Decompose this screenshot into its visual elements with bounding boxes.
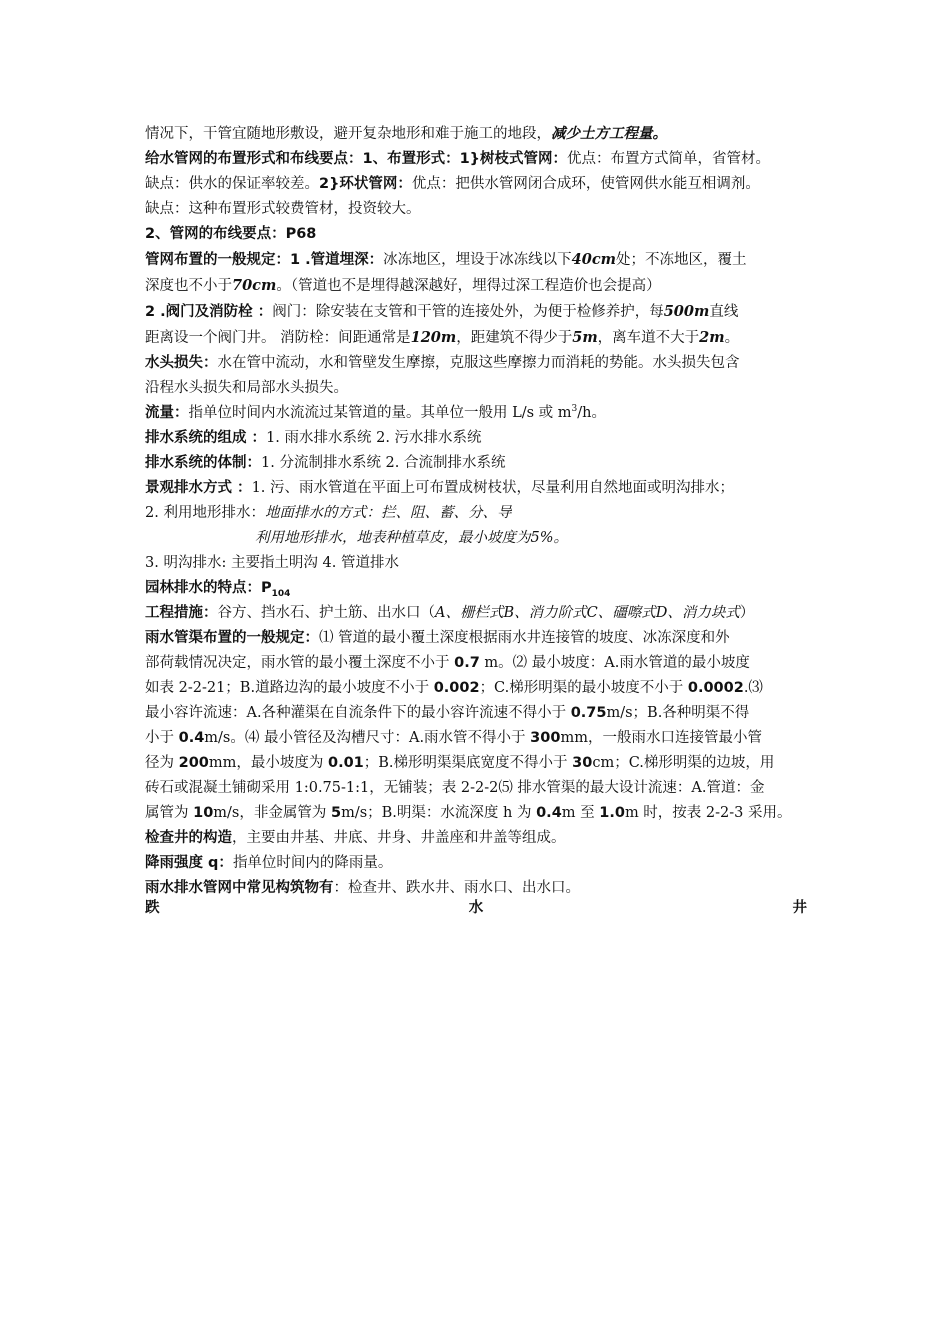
text-line — [145, 172, 807, 197]
text-run: 0.7 — [454, 655, 480, 671]
text-run: 排水系统的组成 ： — [145, 430, 267, 446]
text-line — [145, 501, 807, 526]
text-run: 阀门：除安装在支管和干管的连接处外，为便于检修养护，每 — [272, 304, 664, 320]
text-run: ：检查井、跌水井、雨水口、出水口。 — [333, 880, 580, 896]
text-run: 距离设一个阀门井。 消防栓：间距通常是 — [145, 330, 411, 346]
text-run: 500m — [663, 303, 710, 320]
text-run: 小于 — [145, 730, 179, 746]
text-run: 最小容许流速：A.各种灌渠在自流条件下的最小容许流速不得小于 — [145, 705, 571, 721]
text-line — [145, 325, 807, 351]
text-run: 指单位时间内的降雨量。 — [232, 855, 393, 871]
text-run: 30 — [572, 755, 593, 771]
text-run: 处；不冻地区，覆土 — [616, 252, 747, 268]
document-body — [145, 121, 807, 901]
text-run: 如表 2-2-21；B.道路边沟的最小坡度不小于 — [145, 680, 434, 696]
text-run: 排水系统的体制： — [145, 455, 261, 471]
text-run: 检查井的构造 — [145, 830, 232, 846]
text-line — [145, 676, 807, 701]
document-last-line-wrap — [145, 896, 807, 921]
text-run: A、栅栏式B、消力阶式C、礓嚓式D、消力块式 — [435, 605, 740, 621]
text-line — [145, 222, 807, 247]
text-run: 优点：把供水管网闭合成环，使管网供水能互相调剂。 — [411, 176, 760, 192]
text-run: 5m — [572, 329, 598, 346]
text-run: 1. 分流制排水系统 2. 合流制排水系统 — [261, 455, 506, 471]
text-line — [145, 376, 807, 401]
text-run: ⑴ 管道的最小覆土深度根据雨水井连接管的坡度、冰冻深度和外 — [319, 630, 730, 646]
text-run: 缺点：这种布置形式较费管材，投资较大。 — [145, 201, 421, 217]
text-run: 深度也不小于 — [145, 278, 232, 294]
text-line — [145, 751, 807, 776]
text-run: 径为 — [145, 755, 179, 771]
text-line — [145, 299, 807, 325]
text-line — [145, 551, 807, 576]
text-line — [145, 701, 807, 726]
text-run: 沿程水头损失和局部水头损失。 — [145, 380, 348, 396]
text-run: 0.002 — [433, 680, 480, 696]
text-run: 70cm — [232, 277, 277, 294]
text-run: 属管为 — [145, 805, 194, 821]
last-line-char-2: 水 — [468, 900, 484, 916]
text-run: 缺点：供水的保证率较差。 — [145, 176, 319, 192]
text-run: 园林排水的特点：P — [145, 580, 272, 596]
text-line — [145, 726, 807, 751]
text-line — [145, 776, 807, 801]
text-run: 利用地形排水，地表种植草皮，最小坡度为5%。 — [255, 530, 569, 546]
text-run: 5 — [330, 805, 342, 821]
text-run: ；C.梯形明渠的最小坡度不小于 — [479, 680, 688, 696]
text-run: 2m — [699, 329, 725, 346]
text-run: 0.4 — [178, 730, 205, 746]
text-line — [145, 476, 807, 501]
text-run: 2 .阀门及消防栓 ： — [145, 304, 273, 320]
text-run: cm；C.梯形明渠的边坡，用 — [592, 755, 775, 771]
text-run: 指单位时间内水流流过某管道的量。其单位一般用 L/s 或 m — [188, 405, 572, 421]
text-line — [145, 273, 807, 299]
last-line-char-1: 跌 — [145, 900, 160, 916]
text-line — [145, 826, 807, 851]
last-line-char-3: 井 — [792, 900, 807, 916]
text-run: 2}环状管网： — [319, 176, 412, 192]
text-run: 雨水排水管网中常见构筑物有 — [145, 880, 334, 896]
text-run: 300 — [530, 730, 561, 746]
text-run: 冰冻地区，埋设于冰冻线以下 — [383, 252, 572, 268]
text-run: mm，最小坡度为 — [208, 755, 328, 771]
text-run: 0.4 — [536, 805, 562, 821]
text-run: 地面排水的方式：拦、阻、蓄、分、导 — [264, 505, 512, 521]
text-line — [145, 121, 807, 147]
text-run: 200 — [178, 755, 209, 771]
text-run: 104 — [271, 588, 291, 599]
text-run: 1. 雨水排水系统 2. 污水排水系统 — [266, 430, 482, 446]
text-run: m 至 — [561, 805, 600, 821]
text-run: 40cm — [571, 251, 617, 268]
text-run: 2、管网的布线要点：P68 — [145, 226, 317, 242]
text-line — [145, 601, 807, 626]
text-line — [145, 451, 807, 476]
text-run: 雨水管渠布置的一般规定： — [145, 630, 319, 646]
text-run: 工程措施： — [145, 605, 218, 621]
text-run: m。⑵ 最小坡度：A.雨水管道的最小坡度 — [479, 655, 750, 671]
text-run: 0.01 — [328, 755, 364, 771]
text-line — [145, 401, 807, 426]
text-run: .⑶ — [743, 680, 763, 696]
text-run: m/s；B.明渠：水流深度 h 为 — [341, 805, 537, 821]
text-run: 情况下，干管宜随地形敷设，避开复杂地形和难于施工的地段， — [145, 126, 551, 142]
text-run: 优点：布置方式简单，省管材。 — [567, 151, 770, 167]
text-run: ，离车道不大于 — [597, 330, 700, 346]
document-last-line — [145, 896, 807, 921]
text-run: 。 — [724, 330, 740, 346]
text-run: 减少土方工程量。 — [551, 125, 667, 142]
text-run: m/s。⑷ 最小管径及沟槽尺寸：A.雨水管不得小于 — [204, 730, 531, 746]
text-line — [145, 851, 807, 876]
text-run: 水在管中流动，水和管壁发生摩擦，克服这些摩擦力而消耗的势能。水头损失包含 — [217, 355, 740, 371]
text-run: m/s；B.各种明渠不得 — [606, 705, 750, 721]
text-line — [145, 197, 807, 222]
text-line — [145, 426, 807, 451]
text-line — [145, 576, 807, 601]
text-run: 1.0 — [599, 805, 625, 821]
text-run: m/s，非金属管为 — [213, 805, 331, 821]
text-run: 0.0002 — [687, 680, 744, 696]
text-run: ，主要由井基、井底、井身、井盖座和井盖等组成。 — [232, 830, 566, 846]
text-run: 2. 利用地形排水： — [145, 505, 265, 521]
text-run: 谷方、挡水石、护土筋、出水口（ — [217, 605, 435, 621]
text-run: 3 — [571, 404, 578, 415]
text-run: 给水管网的布置形式和布线要点：1、布置形式：1}树枝式管网： — [145, 151, 567, 167]
text-run: 3. 明沟排水: 主要指土明沟 4. 管道排水 — [145, 555, 399, 571]
text-run: 流量： — [145, 405, 189, 421]
text-line — [145, 526, 807, 551]
text-run: 1. 污、雨水管道在平面上可布置成树枝状，尽量利用自然地面或明沟排水； — [251, 480, 735, 496]
text-run: ，距建筑不得少于 — [456, 330, 573, 346]
text-run: 降雨强度 q： — [145, 855, 233, 871]
text-run: /h。 — [577, 405, 606, 421]
text-run: 直线 — [709, 304, 739, 320]
text-line — [145, 651, 807, 676]
text-line — [145, 626, 807, 651]
text-run: 0.75 — [570, 705, 607, 721]
text-run: m 时，按表 2-2-3 采用。 — [624, 805, 792, 821]
text-run: ；B.梯形明渠渠底宽度不得小于 — [363, 755, 573, 771]
text-run: mm，一般雨水口连接管最小管 — [560, 730, 762, 746]
text-run: 120m — [410, 329, 457, 346]
text-line — [145, 801, 807, 826]
text-run: ） — [739, 605, 755, 621]
text-run: 部荷载情况决定，雨水管的最小覆土深度不小于 — [145, 655, 455, 671]
text-run: 管网布置的一般规定：1 .管道埋深： — [145, 252, 384, 268]
text-line — [145, 247, 807, 273]
text-run: 。（管道也不是埋得越深越好，埋得过深工程造价也会提高） — [276, 278, 661, 294]
text-run: 砖石或混凝土铺砌采用 1:0.75-1:1，无铺装；表 2-2-2⑸ 排水管渠的最大设计流速：A.管道：金 — [145, 780, 765, 796]
text-line — [145, 351, 807, 376]
text-run: 10 — [193, 805, 214, 821]
text-run: 水头损失： — [145, 355, 218, 371]
text-run: 景观排水方式 ： — [145, 480, 252, 496]
text-line — [145, 147, 807, 172]
